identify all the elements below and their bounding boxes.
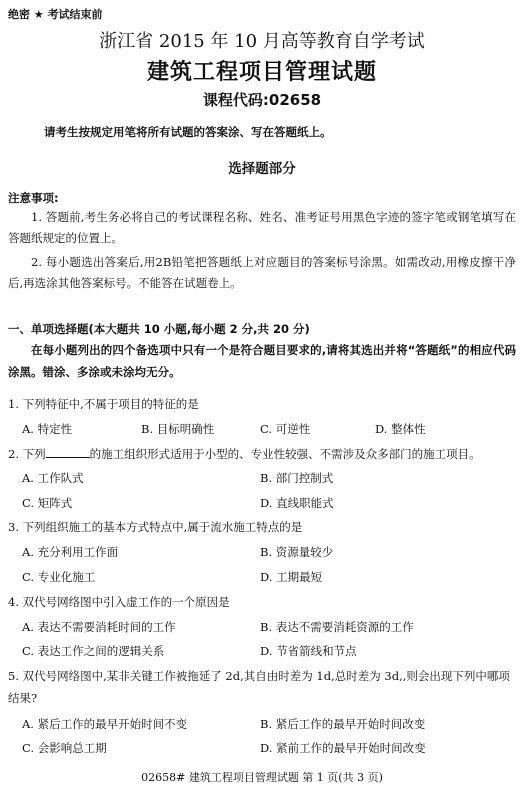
question-option: C. 可逆性 [260,422,311,436]
question-stem: 1. 下列特征中,不属于项目的特征的是 [8,397,199,411]
notice-item: 2. 每小题选出答案后,用2B铅笔把答题纸上对应题目的答案标号涂黑。如需改动,用橡皮擦干净后,再选涂其他答案标号。不能答在试题卷上。 [8,255,516,290]
question-option: A. 表达不需要消耗时间的工作 [22,620,176,634]
question-option: A. 充分利用工作面 [22,545,119,559]
question-stem [8,445,481,462]
question-option: A. 紧后工作的最早开始时间不变 [22,717,188,731]
question-option: A. 特定性 [22,422,73,436]
question-option: C. 会影响总工期 [22,741,107,755]
section-description: 在每小题列出的四个备选项中只有一个是符合题目要求的,请将其选出并将“答题纸”的相应代码涂黑。错涂、多涂或未涂均无分。 [8,343,516,379]
fill-blank [46,445,90,458]
exam-title: 浙江省 2015 年 10 月高等教育自学考试 [99,31,425,52]
question-stem: 3. 下列组织施工的基本方式特点中,属于流水施工特点的是 [8,520,303,534]
question-option: D. 工期最短 [260,570,323,584]
question-option: D. 整体性 [375,422,426,436]
question-option: D. 节省箭线和节点 [260,644,357,658]
question-option: C. 表达工作之间的逻辑关系 [22,644,165,658]
question-option: B. 部门控制式 [260,471,334,485]
question-option: D. 直线职能式 [260,496,334,510]
question-option: A. 工作队式 [22,471,84,485]
section-heading: 一、单项选择题(本大题共 10 小题,每小题 2 分,共 20 分) [8,322,310,336]
question-option: C. 专业化施工 [22,570,96,584]
question-option: B. 资源量较少 [260,545,334,559]
question-option: B. 表达不需要消耗资源的工作 [260,620,414,634]
question-option: B. 紧后工作的最早开始时间改变 [260,717,426,731]
page-footer: 02658# 建筑工程项目管理试题 第 1 页(共 3 页) [141,771,383,784]
question-option: B. 目标明确性 [141,422,215,436]
question-stem: 4. 双代号网络图中引入虚工作的一个原因是 [8,595,230,609]
notice-item: 1. 答题前,考生务必将自己的考试课程名称、姓名、准考证号用黑色字迹的签字笔或钢笔填写在答题纸规定的位置上。 [8,210,516,245]
answer-instruction: 请考生按规定用笔将所有试题的答案涂、写在答题纸上。 [44,125,332,139]
notice-heading: 注意事项: [8,191,59,205]
subject-title: 建筑工程项目管理试题 [146,60,377,85]
question-option: C. 矩阵式 [22,496,73,510]
question-stem: 5. 双代号网络图中,某非关键工作被拖延了 2d,其自由时差为 1d,总时差为 3d,,则会出现下列中哪项结果? [8,669,510,705]
part-title: 选择题部分 [228,161,296,177]
course-code: 课程代码:02658 [202,91,322,109]
question-stem-part: 的施工组织形式适用于小型的、专业性较强、不需涉及众多部门的施工项目。 [89,447,481,461]
question-option: D. 紧前工作的最早开始时间改变 [260,741,426,755]
confidential-label: 绝密 ★ 考试结束前 [8,8,103,21]
question-stem-part: 2. 下列 [8,447,46,461]
